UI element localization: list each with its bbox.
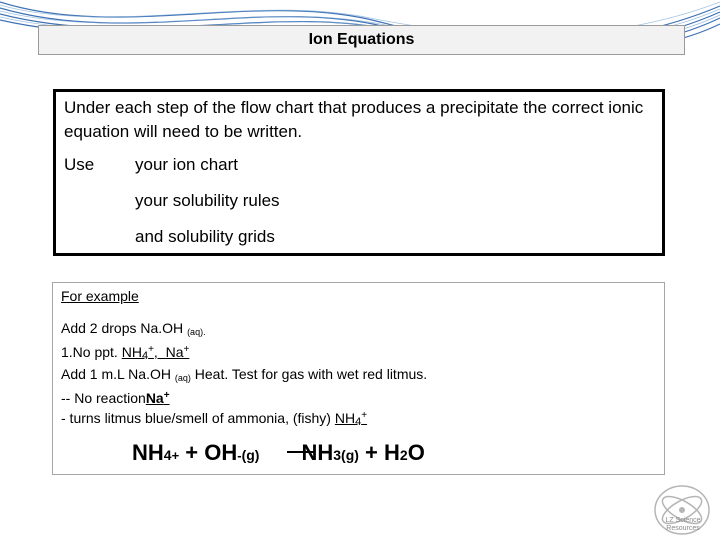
logo-text: LZ Science Resources xyxy=(665,517,701,532)
example-line-3: Add 1 m.L Na.OH (aq) Heat. Test for gas with wet red litmus. xyxy=(61,366,428,383)
example-box xyxy=(52,282,665,475)
page-title: Ion Equations xyxy=(308,31,415,48)
use-list xyxy=(64,153,654,249)
use-label: Use xyxy=(64,155,95,174)
instructions-paragraph: Under each step of the flow chart that produces a precipitate the correct ionic equation will need to be written. xyxy=(64,98,644,141)
example-line-1: Add 2 drops Na.OH (aq). xyxy=(61,320,206,337)
use-item: your solubility rules xyxy=(135,191,280,210)
page-title-bar xyxy=(38,25,685,55)
reaction-arrow-icon xyxy=(287,451,315,453)
example-line-4: -- No reactionNa+ xyxy=(61,390,170,406)
use-item: your ion chart xyxy=(135,155,238,174)
use-item: and solubility grids xyxy=(135,227,275,246)
instructions-box xyxy=(53,89,665,256)
example-heading: For example xyxy=(61,288,139,304)
ionic-equation: NH 4 + + OH - (g) NH 3(g) + H 2 O xyxy=(132,440,425,465)
example-line-5: - turns litmus blue/smell of ammonia, (fishy) NH4+ xyxy=(61,410,368,428)
example-line-2: 1.No ppt. NH4+, Na+ xyxy=(61,344,190,362)
